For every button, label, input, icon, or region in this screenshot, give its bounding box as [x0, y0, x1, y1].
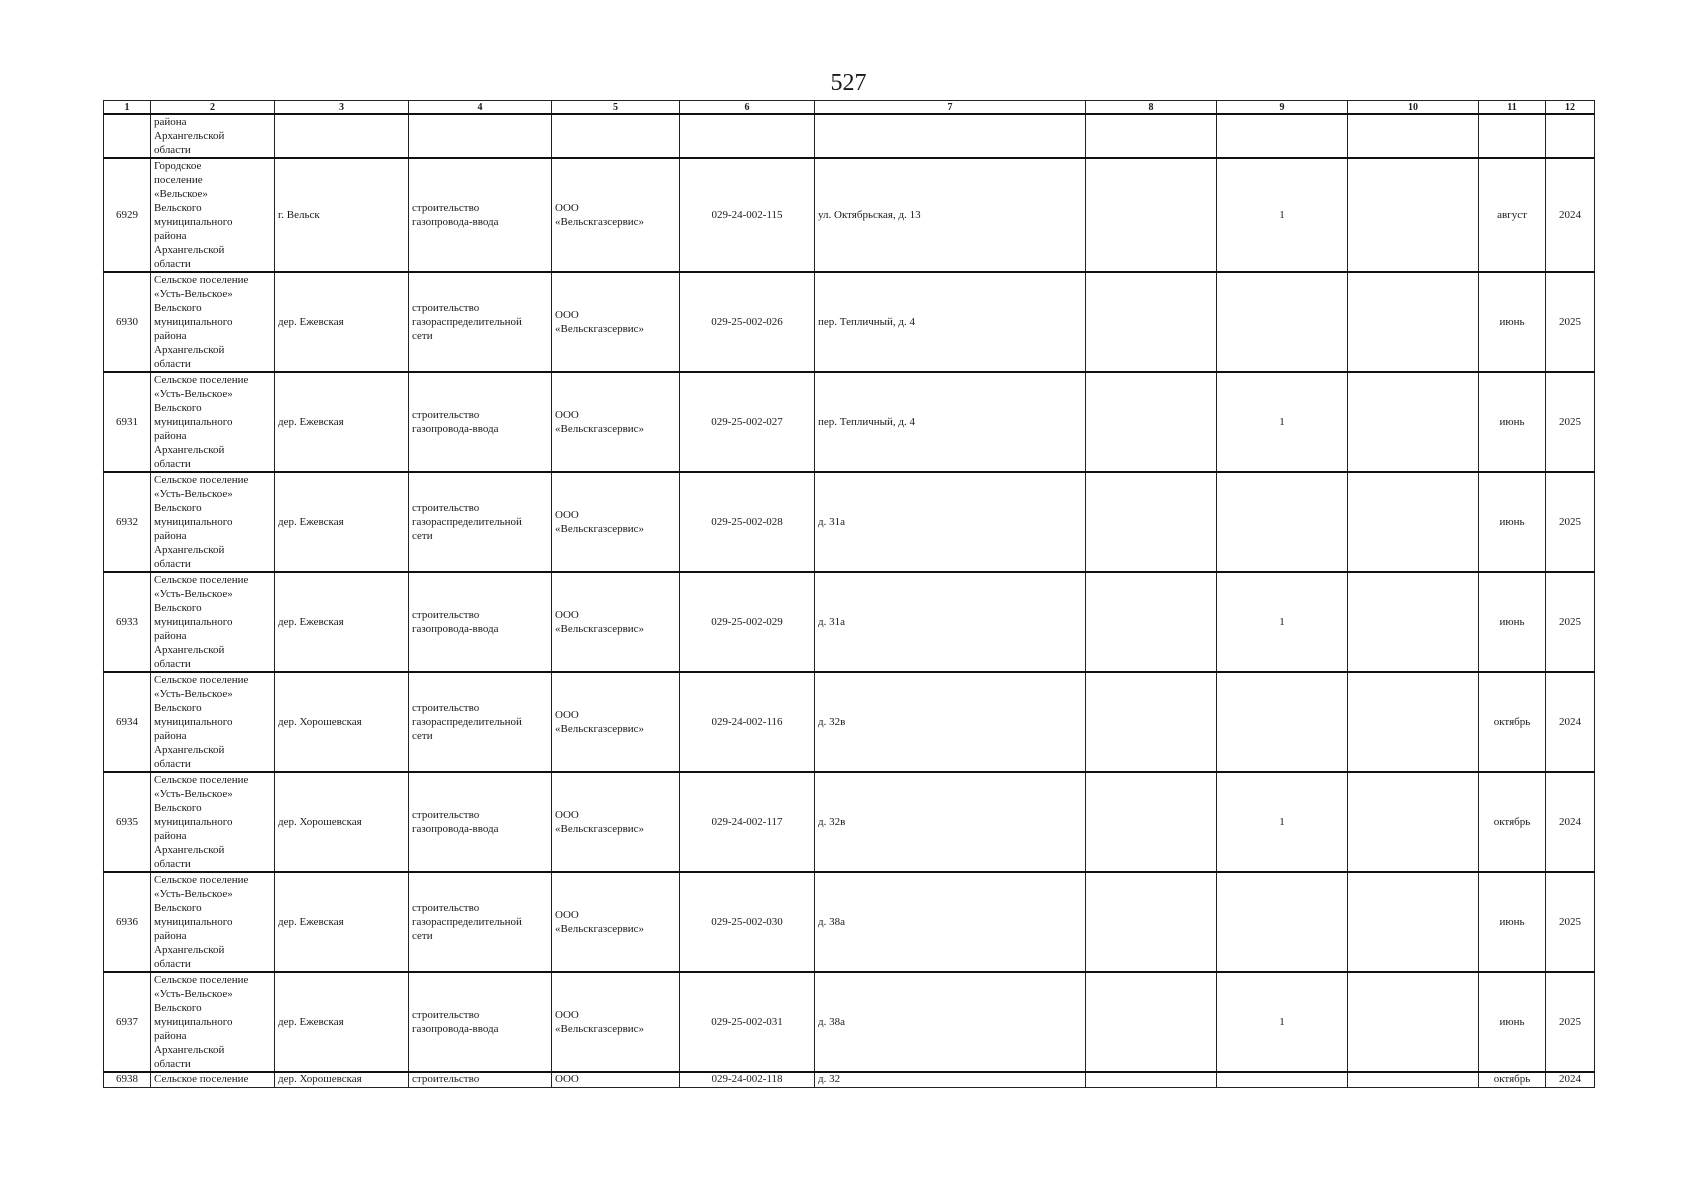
cell-year: 2024	[1546, 772, 1595, 872]
header-cell: 5	[552, 101, 680, 115]
table-row	[104, 672, 1595, 772]
cell-empty	[552, 114, 680, 158]
cell-organization: ООО «Вельскгазсервис»	[552, 372, 680, 472]
cell-col9: 1	[1217, 158, 1348, 272]
cell-address: д. 31а	[815, 472, 1086, 572]
cell-settlement: дер. Ежевская	[275, 872, 409, 972]
cell-month: июнь	[1479, 472, 1546, 572]
page-number: 527	[830, 70, 867, 96]
cell-organization: ООО «Вельскгазсервис»	[552, 158, 680, 272]
cell-municipality: Сельское поселение «Усть-Вельское» Вельского муниципального района Архангельской области	[151, 372, 275, 472]
cell-address: д. 31а	[815, 572, 1086, 672]
cell-year: 2024	[1546, 158, 1595, 272]
cell-code: 029-25-002-029	[680, 572, 815, 672]
cell-num: 6934	[104, 672, 151, 772]
cell-settlement: дер. Ежевская	[275, 372, 409, 472]
cell-col9: 1	[1217, 372, 1348, 472]
cell-code: 029-25-002-030	[680, 872, 815, 972]
cell-col9	[1217, 1072, 1348, 1088]
cell-month: октябрь	[1479, 672, 1546, 772]
cell-work-type: строительство газопровода-ввода	[409, 572, 552, 672]
cell-work-type: строительство газопровода-ввода	[409, 972, 552, 1072]
cell-address: д. 32в	[815, 772, 1086, 872]
cell-code: 029-25-002-026	[680, 272, 815, 372]
cell-num: 6930	[104, 272, 151, 372]
cell-municipality: района Архангельской области	[151, 114, 275, 158]
cell-col10	[1348, 372, 1479, 472]
cell-col8	[1086, 572, 1217, 672]
cell-organization: ООО «Вельскгазсервис»	[552, 972, 680, 1072]
cell-organization: ООО «Вельскгазсервис»	[552, 272, 680, 372]
cell-col8	[1086, 972, 1217, 1072]
cell-col10	[1348, 572, 1479, 672]
cell-code: 029-25-002-027	[680, 372, 815, 472]
cell-address: д. 32	[815, 1072, 1086, 1088]
table-row	[104, 272, 1595, 372]
cell-organization: ООО	[552, 1072, 680, 1088]
cell-settlement: дер. Ежевская	[275, 472, 409, 572]
cell-municipality: Сельское поселение	[151, 1072, 275, 1088]
cell-organization: ООО «Вельскгазсервис»	[552, 572, 680, 672]
header-cell: 11	[1479, 101, 1546, 115]
register-table	[103, 100, 1595, 1088]
cell-num	[104, 114, 151, 158]
table-row	[104, 158, 1595, 272]
cell-num: 6937	[104, 972, 151, 1072]
cell-col9	[1217, 472, 1348, 572]
cell-work-type: строительство	[409, 1072, 552, 1088]
cell-municipality: Сельское поселение «Усть-Вельское» Вельского муниципального района Архангельской области	[151, 572, 275, 672]
cell-col10	[1348, 158, 1479, 272]
cell-col9	[1217, 872, 1348, 972]
cell-address: д. 38а	[815, 972, 1086, 1072]
cell-settlement: дер. Ежевская	[275, 272, 409, 372]
cell-empty	[1546, 114, 1595, 158]
header-cell: 6	[680, 101, 815, 115]
header-row	[104, 101, 1595, 115]
header-cell: 9	[1217, 101, 1348, 115]
table-row	[104, 772, 1595, 872]
cell-year: 2025	[1546, 372, 1595, 472]
cell-year: 2025	[1546, 572, 1595, 672]
cell-col8	[1086, 372, 1217, 472]
cell-work-type: строительство газораспределительной сети	[409, 272, 552, 372]
cell-month: июнь	[1479, 372, 1546, 472]
table-row	[104, 972, 1595, 1072]
cell-num: 6929	[104, 158, 151, 272]
cell-month: октябрь	[1479, 772, 1546, 872]
header-cell: 8	[1086, 101, 1217, 115]
header-cell: 3	[275, 101, 409, 115]
cell-code: 029-25-002-028	[680, 472, 815, 572]
cell-municipality: Городское поселение «Вельское» Вельского муниципального района Архангельской области	[151, 158, 275, 272]
table-row	[104, 372, 1595, 472]
cell-num: 6935	[104, 772, 151, 872]
cell-col10	[1348, 1072, 1479, 1088]
cell-num: 6933	[104, 572, 151, 672]
cell-empty	[680, 114, 815, 158]
cell-work-type: строительство газораспределительной сети	[409, 472, 552, 572]
cell-col9	[1217, 672, 1348, 772]
cell-organization: ООО «Вельскгазсервис»	[552, 672, 680, 772]
cell-address: д. 32в	[815, 672, 1086, 772]
cell-month: июнь	[1479, 872, 1546, 972]
cell-code: 029-25-002-031	[680, 972, 815, 1072]
table-row	[104, 872, 1595, 972]
cell-municipality: Сельское поселение «Усть-Вельское» Вельского муниципального района Архангельской области	[151, 872, 275, 972]
table-row-partial	[104, 1072, 1595, 1088]
cell-col9: 1	[1217, 772, 1348, 872]
cell-address: пер. Тепличный, д. 4	[815, 272, 1086, 372]
cell-municipality: Сельское поселение «Усть-Вельское» Вельского муниципального района Архангельской области	[151, 272, 275, 372]
table-row	[104, 472, 1595, 572]
cell-work-type: строительство газораспределительной сети	[409, 672, 552, 772]
cell-work-type: строительство газопровода-ввода	[409, 158, 552, 272]
cell-address: пер. Тепличный, д. 4	[815, 372, 1086, 472]
cell-month: октябрь	[1479, 1072, 1546, 1088]
cell-code: 029-24-002-116	[680, 672, 815, 772]
cell-empty	[815, 114, 1086, 158]
cell-municipality: Сельское поселение «Усть-Вельское» Вельского муниципального района Архангельской области	[151, 472, 275, 572]
cell-col10	[1348, 672, 1479, 772]
cell-empty	[1086, 114, 1217, 158]
cell-settlement: дер. Хорошевская	[275, 1072, 409, 1088]
cell-organization: ООО «Вельскгазсервис»	[552, 772, 680, 872]
cell-organization: ООО «Вельскгазсервис»	[552, 872, 680, 972]
cell-code: 029-24-002-118	[680, 1072, 815, 1088]
cell-col10	[1348, 872, 1479, 972]
cell-col8	[1086, 772, 1217, 872]
header-cell: 12	[1546, 101, 1595, 115]
cell-empty	[1217, 114, 1348, 158]
cell-col10	[1348, 772, 1479, 872]
cell-settlement: дер. Хорошевская	[275, 672, 409, 772]
cell-col8	[1086, 872, 1217, 972]
cell-month: июнь	[1479, 572, 1546, 672]
cell-col9: 1	[1217, 972, 1348, 1072]
header-cell: 10	[1348, 101, 1479, 115]
cell-work-type: строительство газопровода-ввода	[409, 372, 552, 472]
cell-year: 2024	[1546, 672, 1595, 772]
cell-empty	[275, 114, 409, 158]
cell-empty	[1348, 114, 1479, 158]
table-row	[104, 572, 1595, 672]
cell-code: 029-24-002-115	[680, 158, 815, 272]
cell-address: ул. Октябрьская, д. 13	[815, 158, 1086, 272]
cell-num: 6932	[104, 472, 151, 572]
cell-settlement: дер. Ежевская	[275, 572, 409, 672]
cell-code: 029-24-002-117	[680, 772, 815, 872]
cell-year: 2025	[1546, 972, 1595, 1072]
cell-municipality: Сельское поселение «Усть-Вельское» Вельского муниципального района Архангельской области	[151, 672, 275, 772]
cell-col8	[1086, 472, 1217, 572]
cell-num: 6931	[104, 372, 151, 472]
cell-settlement: дер. Ежевская	[275, 972, 409, 1072]
cell-work-type: строительство газопровода-ввода	[409, 772, 552, 872]
cell-month: август	[1479, 158, 1546, 272]
cell-empty	[409, 114, 552, 158]
cell-year: 2025	[1546, 472, 1595, 572]
cell-col8	[1086, 272, 1217, 372]
cell-col8	[1086, 158, 1217, 272]
cell-col10	[1348, 272, 1479, 372]
cell-empty	[1479, 114, 1546, 158]
cell-settlement: дер. Хорошевская	[275, 772, 409, 872]
cell-month: июнь	[1479, 272, 1546, 372]
cell-work-type: строительство газораспределительной сети	[409, 872, 552, 972]
header-cell: 7	[815, 101, 1086, 115]
cell-month: июнь	[1479, 972, 1546, 1072]
cell-address: д. 38а	[815, 872, 1086, 972]
cell-col9	[1217, 272, 1348, 372]
cell-year: 2024	[1546, 1072, 1595, 1088]
cell-col8	[1086, 672, 1217, 772]
cell-col10	[1348, 472, 1479, 572]
cell-col8	[1086, 1072, 1217, 1088]
continued-row	[104, 114, 1595, 158]
cell-col9: 1	[1217, 572, 1348, 672]
cell-year: 2025	[1546, 272, 1595, 372]
cell-organization: ООО «Вельскгазсервис»	[552, 472, 680, 572]
cell-num: 6936	[104, 872, 151, 972]
cell-num: 6938	[104, 1072, 151, 1088]
cell-year: 2025	[1546, 872, 1595, 972]
cell-col10	[1348, 972, 1479, 1072]
cell-settlement: г. Вельск	[275, 158, 409, 272]
header-cell: 2	[151, 101, 275, 115]
header-cell: 1	[104, 101, 151, 115]
cell-municipality: Сельское поселение «Усть-Вельское» Вельского муниципального района Архангельской области	[151, 972, 275, 1072]
cell-municipality: Сельское поселение «Усть-Вельское» Вельского муниципального района Архангельской области	[151, 772, 275, 872]
header-cell: 4	[409, 101, 552, 115]
